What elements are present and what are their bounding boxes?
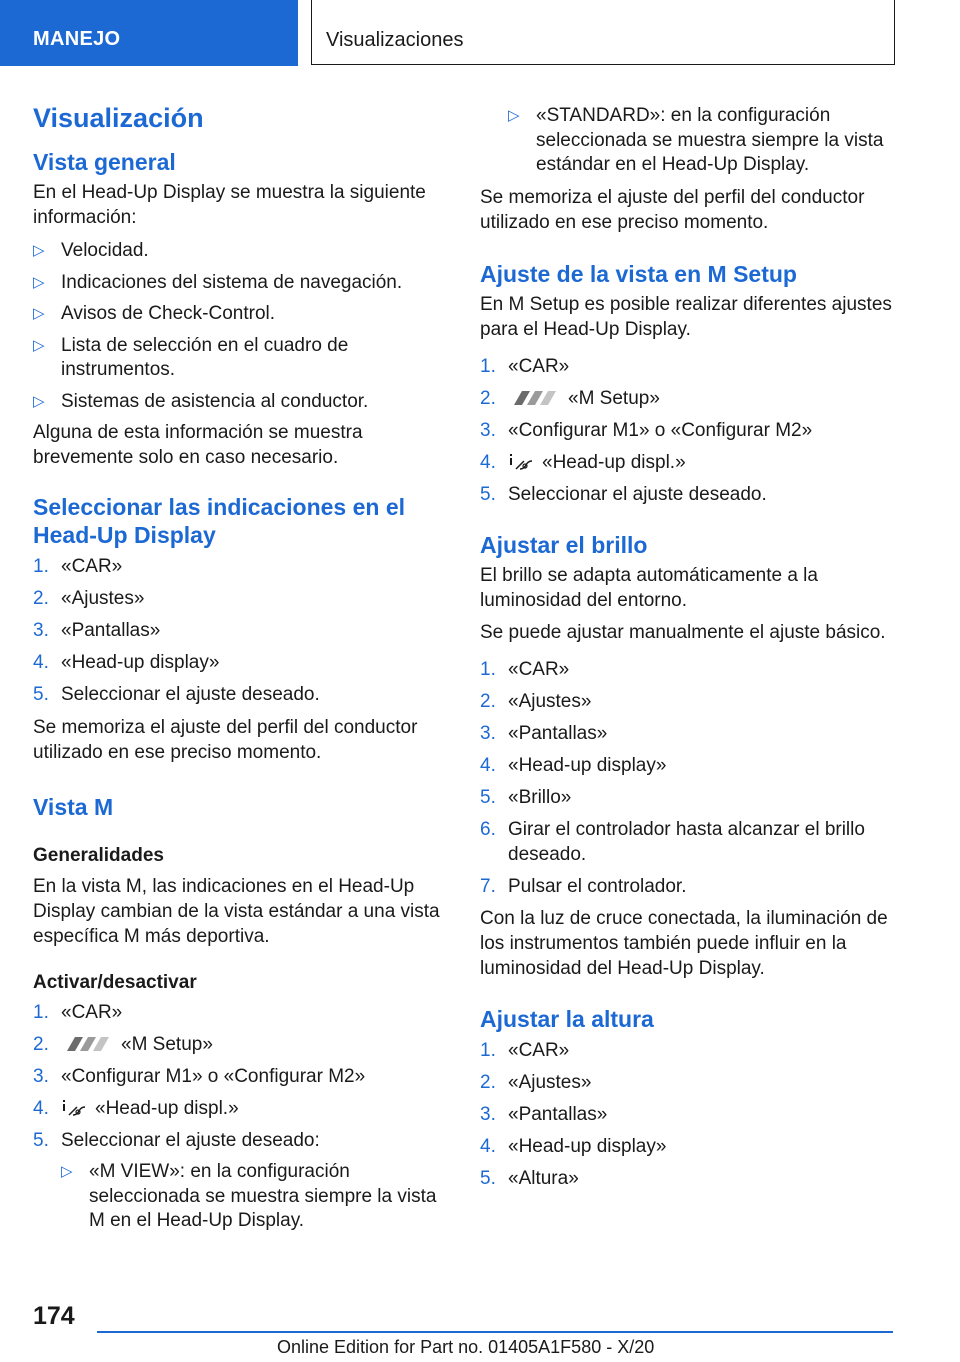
list-item: 1. «CAR» xyxy=(480,659,570,680)
profile-note: Se memoriza el ajuste del perfil del conductor utilizado en ese preciso momento. xyxy=(480,186,865,233)
list-item: 2. «Ajustes» xyxy=(33,588,145,609)
activate-heading: Activar/desactivar xyxy=(33,971,197,993)
list-item: 4. «Head-up displ.» xyxy=(480,451,686,473)
list-item: 1. «CAR» xyxy=(480,1040,570,1061)
activate-sub-list-continued xyxy=(480,104,900,178)
list-item: ▷ «STANDARD»: en la configuración seleccionada se muestra siempre la vista estándar en el Head-Up Display. xyxy=(508,105,884,175)
list-item: 4. «Head-up display» xyxy=(480,1136,667,1157)
m-setup-icon xyxy=(508,391,562,405)
list-item: 5. Seleccionar el ajuste deseado. xyxy=(33,684,320,705)
list-item: 4. «Head-up display» xyxy=(480,755,667,776)
general-text: En la vista M, las indicaciones en el Head-Up Display cambian de la vista estándar a una vista específica M más deportiva. xyxy=(33,875,440,947)
vistam-heading: Vista M xyxy=(33,793,114,820)
list-item: 4. «Head-up display» xyxy=(33,652,220,673)
brightness-note: Con la luz de cruce conectada, la iluminación de los instrumentos también puede influir en la luminosidad del Head-Up Display. xyxy=(480,908,888,979)
list-item: ▷ Velocidad. xyxy=(33,239,453,264)
list-item: 3. «Pantallas» xyxy=(480,723,608,744)
select-note: Se memoriza el ajuste del perfil del conductor utilizado en ese preciso momento. xyxy=(33,716,418,763)
footer-rule xyxy=(97,1331,893,1333)
list-item: 3. «Pantallas» xyxy=(480,1104,608,1125)
select-steps xyxy=(33,555,453,708)
msetup-intro: En M Setup es posible realizar diferentes ajustes para el Head-Up Display. xyxy=(480,293,892,340)
overview-intro: En el Head-Up Display se muestra la siguiente información: xyxy=(33,182,426,228)
list-item: ▷ Lista de selección en el cuadro de instrumentos. xyxy=(33,334,349,380)
page-number: 174 xyxy=(33,1302,75,1330)
bullet-icon: ▷ xyxy=(33,336,45,354)
list-item: 1. «CAR» xyxy=(33,1001,123,1023)
list-item: 2. «Ajustes» xyxy=(480,1072,592,1093)
msetup-heading: Ajuste de la vista en M Setup xyxy=(480,260,797,287)
list-item: ▷ «M VIEW»: en la configuración seleccionada se muestra siempre la vista M en el Head-Up Display. xyxy=(61,1161,437,1231)
bullet-icon: ▷ xyxy=(508,107,520,124)
general-heading: Generalidades xyxy=(33,844,164,866)
list-item: 3. «Configurar M1» o «Configurar M2» xyxy=(480,419,813,441)
list-item: 5. Seleccionar el ajuste deseado: ▷ «M VIEW»: en la configuración seleccionada se muestra siempre la vista M en el Head-Up Display. xyxy=(33,1129,453,1234)
bullet-icon: ▷ xyxy=(33,242,45,259)
page-title: Visualización xyxy=(33,103,204,133)
activate-steps xyxy=(33,1001,453,1234)
brightness-text-2: Se puede ajustar manualmente el ajuste básico. xyxy=(480,622,886,643)
right-column xyxy=(480,104,900,1192)
header-section-tab xyxy=(0,0,298,66)
header-chapter-label: Visualizaciones xyxy=(326,29,464,51)
list-item: ▷ Sistemas de asistencia al conductor. xyxy=(33,390,453,415)
list-item: 3. «Pantallas» xyxy=(33,620,161,641)
list-item: 7. Pulsar el controlador. xyxy=(480,875,687,897)
head-up-display-icon xyxy=(508,453,536,471)
msetup-steps xyxy=(480,355,900,508)
list-item: 6. Girar el controlador hasta alcanzar el brillo deseado. xyxy=(480,819,865,865)
bullet-icon: ▷ xyxy=(61,1163,73,1180)
list-item: ▷ Avisos de Check-Control. xyxy=(33,302,453,327)
activate-sub-list xyxy=(61,1160,453,1234)
m-setup-icon xyxy=(61,1037,115,1051)
footer-edition: Online Edition for Part no. 01405A1F580 - X/20 xyxy=(277,1337,655,1357)
bullet-icon: ▷ xyxy=(33,273,45,291)
brightness-heading: Ajustar el brillo xyxy=(480,532,648,558)
list-item: 1. «CAR» xyxy=(480,355,570,377)
list-item: 5. «Altura» xyxy=(480,1168,579,1189)
list-item: 1. «CAR» xyxy=(33,556,123,577)
list-item: 2. «M Setup» xyxy=(33,1033,213,1055)
list-item: 5. Seleccionar el ajuste deseado. xyxy=(480,483,767,505)
list-item: ▷ Indicaciones del sistema de navegación. xyxy=(33,271,453,296)
overview-heading: Vista general xyxy=(33,149,176,175)
list-item: 2. «M Setup» xyxy=(480,387,660,409)
list-item: 3. «Configurar M1» o «Configurar M2» xyxy=(33,1065,366,1087)
brightness-text-1: El brillo se adapta automáticamente a la luminosidad del entorno. xyxy=(480,565,818,611)
brightness-steps xyxy=(480,658,900,899)
header-chapter-box xyxy=(311,0,895,65)
bullet-icon: ▷ xyxy=(33,392,45,410)
overview-note: Alguna de esta información se muestra brevemente solo en caso necesario. xyxy=(33,422,363,468)
bullet-icon: ▷ xyxy=(33,305,45,322)
list-item: 2. «Ajustes» xyxy=(480,691,592,712)
height-steps xyxy=(480,1039,900,1192)
overview-list xyxy=(33,239,453,414)
left-column xyxy=(33,96,453,1234)
select-heading: Seleccionar las indicaciones en el Head-Up Display xyxy=(33,494,406,548)
list-item: 5. «Brillo» xyxy=(480,787,572,808)
list-item: 4. «Head-up displ.» xyxy=(33,1097,239,1119)
header-section-label: MANEJO xyxy=(33,28,121,50)
height-heading: Ajustar la altura xyxy=(480,1006,654,1032)
head-up-display-icon xyxy=(61,1099,89,1117)
